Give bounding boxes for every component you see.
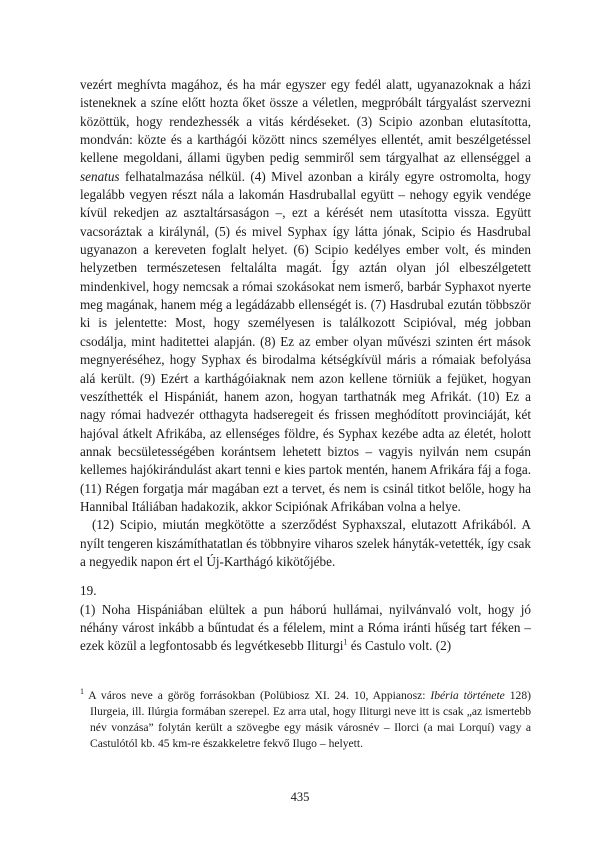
footnote-text-a: A város neve a görög forrásokban (Polübiosz XI. 24. 10, Appianosz: <box>84 689 431 702</box>
footnotes <box>80 688 531 752</box>
senatus-term: senatus <box>80 168 120 184</box>
footnote-reference[interactable]: 1 <box>343 637 348 647</box>
paragraph-1 <box>80 76 531 516</box>
main-text <box>80 76 531 656</box>
paragraph-1-text: vezért meghívta magához, és ha már egyszer egy fedél alatt, ugyanazoknak a házi isteneknek a színe előtt hozta őket össze a véletlen, megpróbált tárgyalást szervezni közöttük, hogy rendezhessék a vitás kérdéseket. (3) Scipio azonban elutasította, mondván: közte és a karthágói között nincs személyes ellentét, amit beszélgetéssel kellene megoldani, állami ügyben pedig semmiről sem tárgyalhat az ellenséggel a <box>80 77 531 166</box>
footnote-1 <box>80 688 531 752</box>
section-number: 19. <box>80 583 97 599</box>
footnote-marker: 1 <box>80 687 84 697</box>
paragraph-3-rest: és Castulo volt. (2) <box>347 638 452 654</box>
paragraph-3-text: (1) Noha Hispániában elültek a pun háború hullámai, nyilvánvaló volt, hogy jó néhány várost inkább a bűntudat és a félelem, mint a Róma iránti hűség tart féken – ezek közül a legfontosabb és legvétkesebb Iliturgi <box>80 601 531 654</box>
page-number: 435 <box>290 790 310 804</box>
paragraph-2: (12) Scipio, miután megkötötte a szerződést Syphaxszal, elutazott Afrikából. A nyílt tengeren kiszámíthatatlan és többnyire viharos szelek hányták-vetették, így csak a negyedik napon ért el Új-Karthágó kikötőjébe. <box>80 517 531 569</box>
paragraph-1-rest: felhatalmazása nélkül. (4) Mivel azonban a király egyre ostromolta, hogy legalább vegyen részt nála a lakomán Hasdruballal együtt – nehogy egyik vendége kívül rekedjen az asztaltársaságon –, ezt a kérését nem utasította vissza. Együtt vacsoráztak a királynál, (5) és mivel Syphax így látta jónak, Scipio és Hasdrubal ugyanazon a kereveten foglalt helyet. (6) Scipio kedélyes ember volt, és minden helyzetben természetesen feltalálta magát. Így aztán olyan jól elbeszélgetett mindenkivel, hogy nemcsak a római szokásokat nem ismerő, barbár Syphaxot nyerte meg magának, hanem még a legádázabb ellenségét is. (7) Hasdrubal ezután többször ki is jelentette: Most, hogy személyesen is találkozott Scipióval, még jobban csodálja, mint haditettei alapján. (8) Ez az ember olyan művészi szinten ért mások megnyeréséhez, hogy Syphax és birodalma kétségkívül máris a rómaiak befolyása alá került. (9) Ezért a karthágóiaknak nem azon kellene törniük a fejüket, hogyan veszíthették el Hispániát, hanem azon, hogyan tarthatnák meg Afrikát. (10) Ez a nagy római hadvezér otthagyta hadseregeit és frissen meghódított provinciáját, két hajóval átkelt Afrikába, az ellenséges földre, és Syphax kezébe adta az életét, holott annak becsületességében korántsem lehetett biztos – vagyis nyilván nem csupán kellemes hajókirándulást akart tenni e kies partok mentén, hanem Afrikára fáj a foga. (11) Régen forgatja már magában ezt a tervet, és nem is csinál titkot belőle, hogy ha Hannibal Itáliában hadakozik, akkor Scipiónak Afrikában volna a helye. <box>80 168 531 514</box>
footnote-text-b: 128) Ilurgeia, ill. Ilúrgia formában szerepel. Ez arra utal, hogy Iliturgi neve itt is csak „az ismertebb név vonzása” folytán került a szövegbe egy másik városnév – Ilorci (a mai Lorquí) vagy a Castulótól kb. 45 km-re északkeletre fekvő Ilugo – helyett. <box>90 689 531 750</box>
footnote-italic-title: Ibéria története <box>430 689 505 702</box>
paragraph-3 <box>80 601 531 656</box>
